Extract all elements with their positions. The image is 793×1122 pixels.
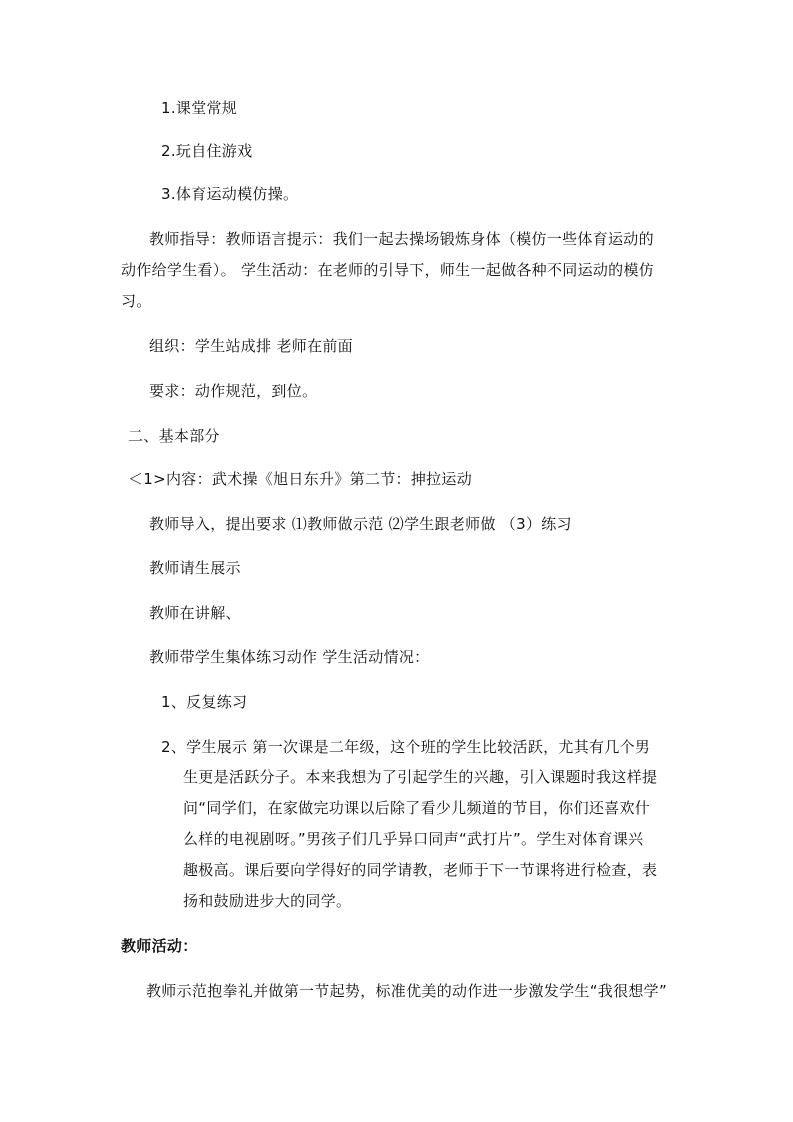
paragraph-line: 么样的电视剧呀。”男孩子们几乎异口同声“武打片”。学生对体育课兴 <box>183 830 644 848</box>
paragraph-line: 生更是活跃分子。本来我想为了引起学生的兴趣，引入课题时我这样提 <box>183 768 658 786</box>
paragraph-line: 教师带学生集体练习动作 学生活动情况： <box>149 648 430 666</box>
paragraph-line: 动作给学生看）。 学生活动：在老师的引导下，师生一起做各种不同运动的模仿 <box>121 261 655 279</box>
paragraph-line: 教师示范抱拳礼并做第一节起势，标准优美的动作进一步激发学生“我很想学” <box>146 982 668 1000</box>
paragraph-line: 习。 <box>121 292 152 310</box>
paragraph-line: 扬和鼓励进步大的同学。 <box>183 892 352 910</box>
list-item: 1.课堂常规 <box>161 99 238 117</box>
paragraph-line: 教师在讲解、 <box>149 604 241 622</box>
paragraph-line: 趣极高。课后要向学得好的同学请教，老师于下一节课将进行检查，表 <box>183 861 658 879</box>
paragraph-line: 问“同学们，在家做完功课以后除了看少儿频道的节目，你们还喜欢什 <box>183 799 651 817</box>
section-heading: 二、基本部分 <box>128 427 220 445</box>
paragraph-line: 教师指导：教师语言提示：我们一起去操场锻炼身体（模仿一些体育运动的 <box>149 230 654 248</box>
list-item: 3.体育运动模仿操。 <box>161 185 299 203</box>
paragraph-line: 要求：动作规范，到位。 <box>149 382 318 400</box>
section-heading: 教师活动： <box>121 937 198 955</box>
list-item: 2.玩自住游戏 <box>161 142 253 160</box>
paragraph-line: ＜1>内容：武术操《旭日东升》第二节：抻拉运动 <box>128 470 473 488</box>
paragraph-line: 教师导入，提出要求 ⑴教师做示范 ⑵学生跟老师做 （3）练习 <box>149 515 572 533</box>
paragraph-line: 组织：学生站成排 老师在前面 <box>149 337 353 355</box>
list-item: 2、学生展示 第一次课是二年级，这个班的学生比较活跃，尤其有几个男 <box>161 738 651 756</box>
list-item: 1、反复练习 <box>161 693 248 711</box>
paragraph-line: 教师请生展示 <box>149 559 241 577</box>
